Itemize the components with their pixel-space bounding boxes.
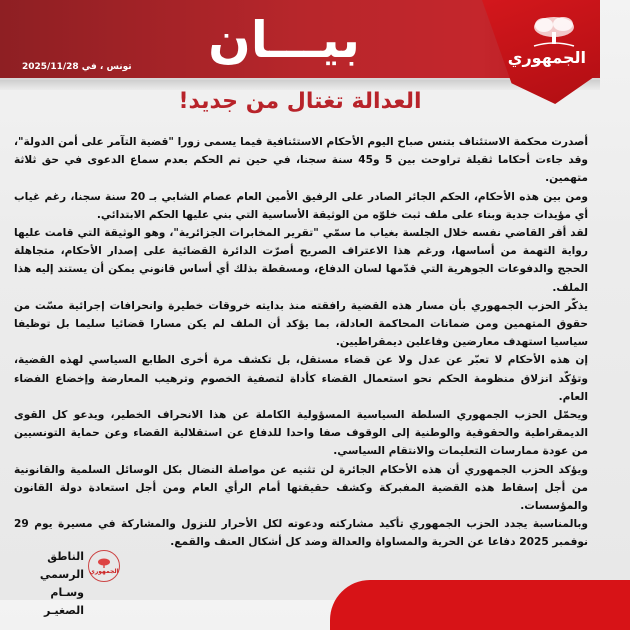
paragraph: ويؤكد الحزب الجمهوري أن هذه الأحكام الجائرة لن تثنيه عن مواصلة النضال بكل الوسائل السلمية والقانونية من أجل إسقاط هذه القضية المفبركة وكشف حقيقتها أمام الرأي العام ومن أجل استعادة دولة القانون والمؤسسات. [14,463,588,513]
signature [14,548,84,620]
paragraph: إن هذه الأحكام لا تعبّر عن عدل ولا عن قضاء مستقل، بل تكشف مرة أخرى الطابع السياسي لهذه القضية، وتؤكّد انزلاق منظومة الحكم نحو استعمال القضاء كأداة لتصفية الخصوم وترهيب المعارضة وإخضاع الفضاء العام. [14,354,588,403]
signature-name: وسـام الصغيـر [43,586,84,617]
headline: العدالة تغتال من جديد! [178,89,422,114]
header-title: بيـــان [208,11,360,69]
stamp-text: الجمهوري [89,567,119,575]
footer-decoration [330,580,630,630]
stamp-tree-icon [97,558,111,568]
paragraph: ويحمّل الحزب الجمهوري السلطة السياسية المسؤولية الكاملة عن هذا الانحراف الخطير، ويدعو كل القوى الديمقراطية والحقوقية والوطنية إلى الوقوف صفا واحدا للدفاع عن استقلالية القضاء وعن حماية التونسيين من عودة ممارسات التعليمات والانتقام السياسي. [14,409,588,458]
paragraph: ومن بين هذه الأحكام، الحكم الجائر الصادر على الرفيق الأمين العام عصام الشابي بـ 20 سنة سجنا، رغم غياب أي مؤيدات جدية وبناء على ملف ثبت خلوّه من الوثيقة الأساسية التي بني عليها الحكم الابتدائي. [14,190,588,221]
header-date: تونس ، في 2025/11/28 [22,62,132,72]
logo-text: الجمهوري [507,48,586,67]
paragraph: أصدرت محكمة الاستئناف بتنس صباح اليوم الأحكام الاستئنافية فيما يسمى زورا "قضية التآمر على أمن الدولة"، وقد جاءت أحكاما ثقيلة تراوحت بين 5 و45 سنة سجنا، في حين تم الحكم بعدم سماع الدعوى في حق ثلاثة متهمين. [14,136,589,185]
party-stamp [88,550,120,582]
paragraph: وبالمناسبة يجدد الحزب الجمهوري تأكيد مشاركته ودعوته لكل الأحرار للنزول والمشاركة في مسيرة يوم 29 نوفمبر 2025 دفاعا عن الحرية والمساواة والعدالة وضد كل أشكال العنف والقمع. [14,518,588,549]
signature-role: الناطق الرسمي [39,550,84,581]
paragraph: لقد أقر القاضي نفسه خلال الجلسة بغياب ما سمّي "تقرير المخابرات الجزائرية"، وهو الوثيقة التي قامت عليها رواية التهمة من أساسها، ورغم هذا الاعتراف الصريح أصرّت الدائرة القضائية على إصدار الأحكام، متجاهلة الحجج والدفوعات الجوهرية التي قدّمها لسان الدفاع، ومسقطة بذلك أي أساس قانوني يمكن أن يستند إليه هذا الملف. [14,227,588,294]
statement-body [14,133,588,552]
paragraph: يذكّر الحزب الجمهوري بأن مسار هذه القضية رافقته منذ بدايته خروقات خطيرة وانحرافات إجرائية مسّت من حقوق المتهمين ومن ضمانات المحاكمة العادلة، بما يؤكد أن الملف لم يكن مسارا قضائيا سليما بل توظيفا سياسيا استهدف معارضين وفاعلين ديمقراطيين. [14,299,588,349]
tree-icon [530,14,578,50]
